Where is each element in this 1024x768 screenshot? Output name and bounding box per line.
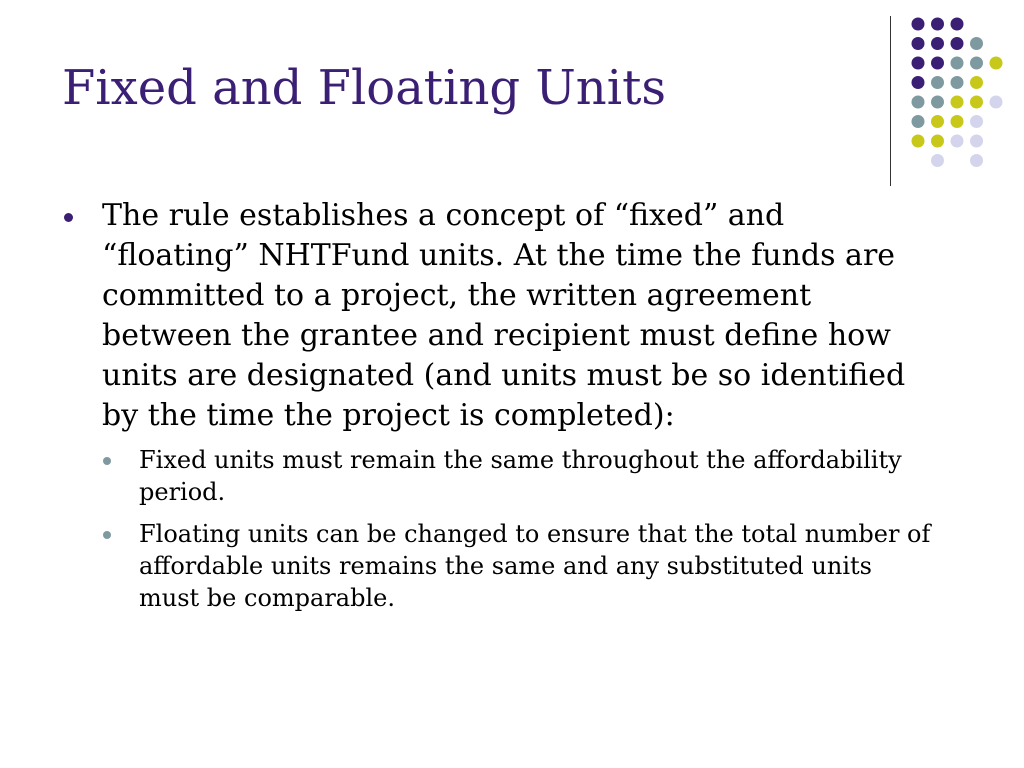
decor-dot [912, 76, 925, 89]
decor-dot [970, 115, 983, 128]
decor-dot [970, 154, 983, 167]
decor-dot [931, 154, 944, 167]
decor-dot [970, 57, 983, 70]
decor-dot [951, 57, 964, 70]
sub-bullet-dot-icon [103, 531, 111, 539]
bullet-main [62, 196, 932, 436]
sub-bullet-floating-text: Floating units can be changed to ensure that the total number of affordable units remains the same and any substituted units must be comparable. [139, 520, 931, 612]
sub-bullet-fixed [62, 444, 932, 508]
bullet-main-text: The rule establishes a concept of “fixed” and “floating” NHTFund units. At the time the funds are committed to a project, the written agreement between the grantee and recipient must define how units are designated (and units must be so identified by the time the project is completed): [102, 198, 906, 433]
decor-dot [931, 37, 944, 50]
decor-dot [912, 115, 925, 128]
sub-bullet-dot-icon [103, 457, 111, 465]
decor-dot [970, 76, 983, 89]
decor-dot [970, 37, 983, 50]
decor-dot [912, 37, 925, 50]
decor-dot [931, 135, 944, 148]
decor-dot [931, 115, 944, 128]
decor-dot [912, 96, 925, 109]
decor-dot [970, 96, 983, 109]
decor-dot [931, 18, 944, 31]
decor-dot [951, 76, 964, 89]
decor-dot [951, 115, 964, 128]
decor-dot [990, 57, 1003, 70]
sub-bullet-fixed-text: Fixed units must remain the same throughout the affordability period. [139, 446, 902, 506]
decor-dot [951, 18, 964, 31]
decor-dot [912, 18, 925, 31]
decor-dot [990, 96, 1003, 109]
decor-dot [931, 57, 944, 70]
decor-dot [970, 135, 983, 148]
slide-title: Fixed and Floating Units [62, 60, 666, 116]
decor-dot [931, 96, 944, 109]
decor-dot [912, 57, 925, 70]
decor-dot [951, 96, 964, 109]
slide-body [62, 196, 932, 624]
decor-dot [912, 135, 925, 148]
decor-dot [951, 37, 964, 50]
vertical-divider [890, 16, 891, 186]
bullet-dot-icon [64, 213, 73, 222]
sub-bullet-floating [62, 518, 932, 614]
decor-dot [931, 76, 944, 89]
decor-dot [951, 135, 964, 148]
sub-bullet-list [62, 444, 932, 614]
